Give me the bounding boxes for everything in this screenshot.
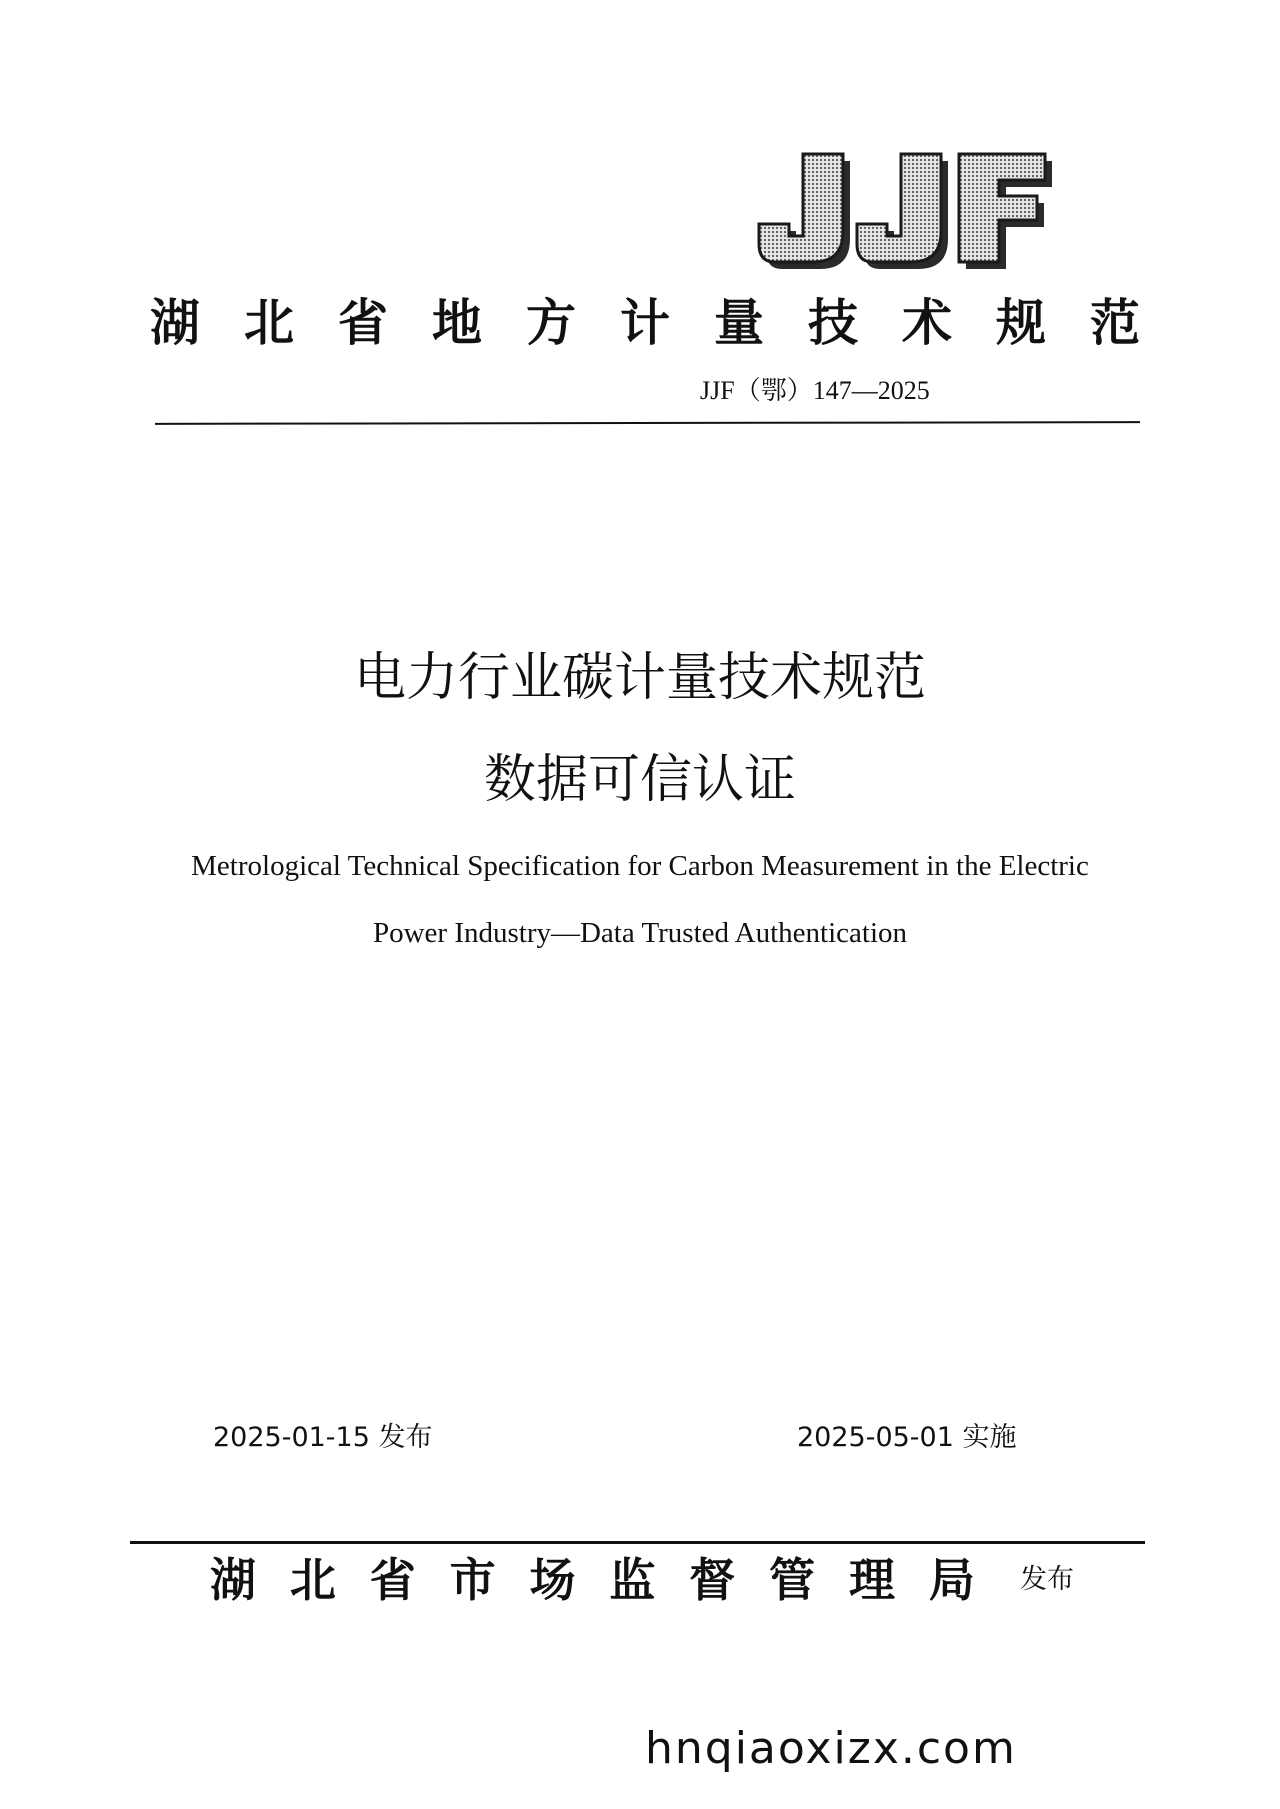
publisher-char: 省 — [369, 1553, 416, 1607]
jjf-logo — [755, 150, 1060, 275]
watermark-url: hnqiaoxizx.com — [645, 1723, 1017, 1774]
series-title-char: 术 — [902, 294, 952, 352]
publisher-char: 湖 — [210, 1553, 256, 1607]
main-title-zh-line1: 电力行业碳计量技术规范 — [353, 648, 926, 708]
series-title-char: 规 — [996, 294, 1046, 352]
main-title-zh-line2: 数据可信认证 — [483, 750, 796, 810]
main-title-en-line1: Metrological Technical Specification for Carbon Measurement in the Electric — [191, 850, 1089, 882]
publisher-char: 局 — [928, 1553, 975, 1607]
publisher-char: 市 — [449, 1553, 496, 1607]
series-title-char: 技 — [808, 294, 858, 352]
publisher-name — [210, 1545, 975, 1615]
publisher-char: 督 — [689, 1553, 736, 1607]
footer-divider — [130, 1541, 1145, 1544]
publisher-char: 北 — [289, 1553, 336, 1607]
publisher-char: 管 — [769, 1553, 816, 1607]
series-title-char: 湖 — [150, 294, 200, 352]
series-title-char: 北 — [244, 294, 294, 352]
publisher-char: 监 — [609, 1553, 656, 1607]
series-title-char: 省 — [338, 294, 388, 352]
series-title-char: 计 — [620, 294, 670, 352]
series-title — [150, 288, 1140, 358]
main-title-en-line2: Power Industry—Data Trusted Authentication — [372, 917, 908, 949]
header-divider — [155, 421, 1140, 425]
issue-date: 2025-01-15 发布 — [213, 1422, 433, 1453]
standard-code: JJF（鄂）147—2025 — [700, 376, 930, 405]
implementation-date: 2025-05-01 实施 — [797, 1422, 1017, 1453]
series-title-char: 地 — [432, 294, 482, 352]
publisher-suffix: 发布 — [1020, 1564, 1074, 1595]
series-title-char: 量 — [714, 294, 764, 352]
publisher-char: 理 — [849, 1553, 895, 1607]
series-title-char: 方 — [526, 294, 576, 352]
series-title-char: 范 — [1090, 294, 1140, 352]
publisher-char: 场 — [529, 1553, 576, 1607]
